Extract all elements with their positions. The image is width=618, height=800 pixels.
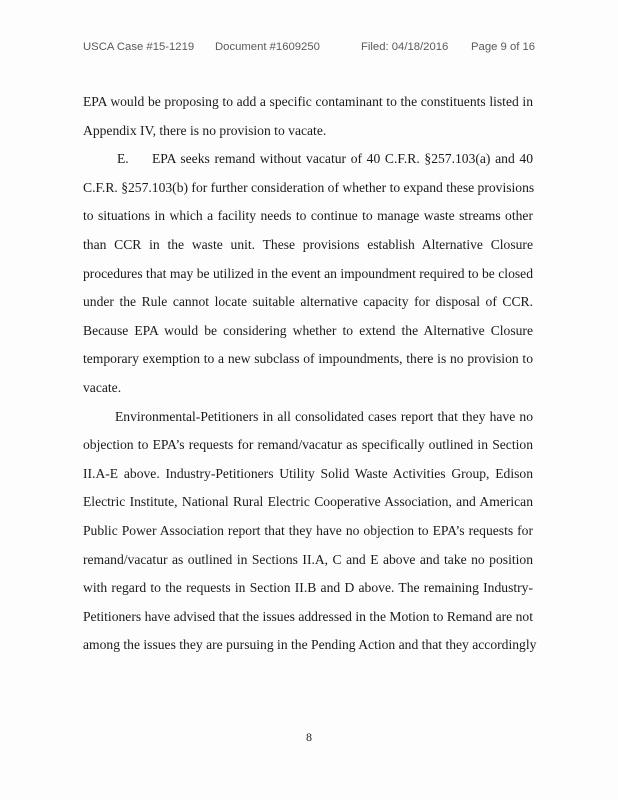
text-line: vacate. xyxy=(83,379,122,395)
text-line: with regard to the requests in Section II.B and D above. The remaining Industry- xyxy=(83,580,533,596)
text-line: Because EPA would be considering whether to extend the Alternative Closure xyxy=(83,322,533,338)
text-line: C.F.R. §257.103(b) for further consideration of whether to expand these provisions xyxy=(83,179,535,195)
text-line: Environmental-Petitioners in all consolidated cases report that they have no xyxy=(115,408,533,424)
text-line: among the issues they are pursuing in the Pending Action and that they accordingly xyxy=(83,637,537,653)
text-line: procedures that may be utilized in the event an impoundment required to be closed xyxy=(83,265,533,281)
text-line: Petitioners have advised that the issues addressed in the Motion to Remand are not xyxy=(83,608,533,624)
text-line: Electric Institute, National Rural Electric Cooperative Association, and American xyxy=(83,494,533,510)
header-case-number: USCA Case #15-1219 xyxy=(83,41,195,53)
header-page-count: Page 9 of 16 xyxy=(471,41,536,53)
text-line-content: EPA seeks remand without vacatur of 40 C.F.R. §257.103(a) and 40 xyxy=(152,151,533,167)
paragraph-e-first-line xyxy=(83,145,533,174)
case-header xyxy=(83,41,538,57)
text-line: objection to EPA’s requests for remand/vacatur as specifically outlined in Section xyxy=(83,437,533,453)
text-line: than CCR in the waste unit. These provisions establish Alternative Closure xyxy=(83,236,533,252)
text-line: under the Rule cannot locate suitable alternative capacity for disposal of CCR. xyxy=(83,294,533,310)
text-line: II.A-E above. Industry-Petitioners Utility Solid Waste Activities Group, Edison xyxy=(83,465,533,481)
section-label-e: E. xyxy=(117,151,129,167)
text-line: Public Power Association report that they have no objection to EPA’s requests for xyxy=(83,522,533,538)
header-filed-date: Filed: 04/18/2016 xyxy=(361,41,449,53)
text-line: EPA would be proposing to add a specific contaminant to the constituents listed in xyxy=(83,94,533,109)
document-body xyxy=(83,88,537,660)
header-document-number: Document #1609250 xyxy=(215,41,320,53)
text-line: remand/vacatur as outlined in Sections II.A, C and E above and take no position xyxy=(83,551,533,567)
page-number: 8 xyxy=(306,730,312,744)
text-line: temporary exemption to a new subclass of impoundments, there is no provision to xyxy=(83,351,533,367)
text-line: Appendix IV, there is no provision to vacate. xyxy=(83,122,327,138)
text-line: to situations in which a facility needs to continue to manage waste streams other xyxy=(83,208,533,224)
